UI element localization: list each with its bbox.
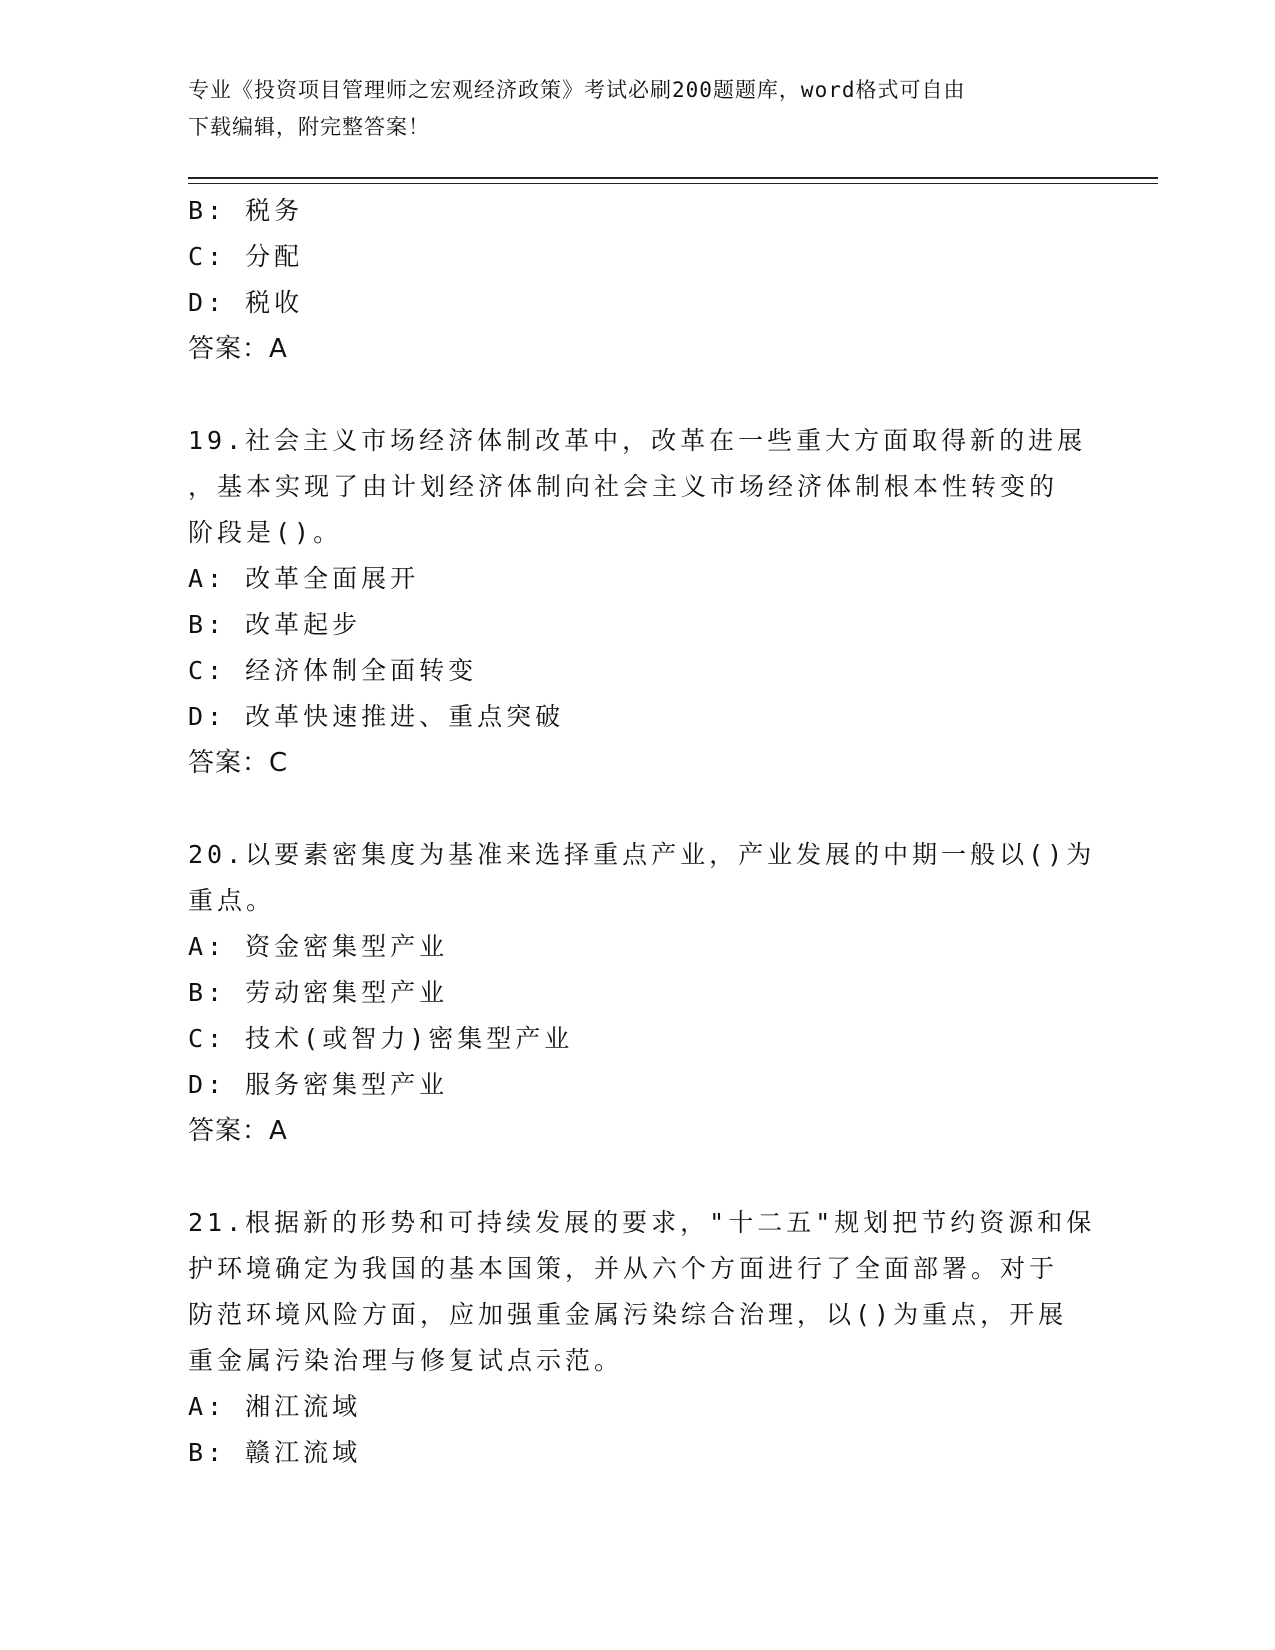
- header-divider: [188, 177, 1158, 179]
- question-stem-line: ，基本实现了由计划经济体制向社会主义市场经济体制根本性转变的: [188, 472, 1059, 501]
- question-20: [188, 832, 1096, 1154]
- option-d: D: 服务密集型产业: [188, 1070, 449, 1099]
- option-b: B: 劳动密集型产业: [188, 978, 449, 1007]
- spacer: [188, 372, 1088, 418]
- question-list: [188, 188, 1096, 1476]
- option-c: C: 经济体制全面转变: [188, 656, 478, 685]
- option-a: A: 资金密集型产业: [188, 932, 449, 961]
- answer: 答案：C: [188, 748, 289, 778]
- header-note: [188, 72, 1088, 146]
- header-divider-secondary: [188, 183, 1158, 184]
- header-note-line-2: 下载编辑，附完整答案！: [188, 115, 430, 139]
- option-b: B: 改革起步: [188, 610, 362, 639]
- option-b: B: 赣江流域: [188, 1438, 362, 1467]
- option-c: C: 分配: [188, 242, 304, 271]
- question-stem-line: 21.根据新的形势和可持续发展的要求，"十二五"规划把节约资源和保: [188, 1208, 1096, 1237]
- option-a: A: 改革全面展开: [188, 564, 420, 593]
- question-18: [188, 188, 1088, 372]
- spacer: [188, 786, 1088, 832]
- answer: 答案：A: [188, 334, 288, 364]
- answer: 答案：A: [188, 1116, 288, 1146]
- question-stem-line: 护环境确定为我国的基本国策，并从六个方面进行了全面部署。对于: [188, 1254, 1059, 1283]
- question-stem-line: 阶段是()。: [188, 518, 343, 547]
- question-stem-line: 防范环境风险方面，应加强重金属污染综合治理，以()为重点，开展: [188, 1300, 1068, 1329]
- question-stem-line: 重金属污染治理与修复试点示范。: [188, 1346, 624, 1375]
- option-b: B: 税务: [188, 196, 304, 225]
- question-stem-line: 19.社会主义市场经济体制改革中，改革在一些重大方面取得新的进展: [188, 426, 1087, 455]
- question-19: [188, 418, 1088, 786]
- option-d: D: 改革快速推进、重点突破: [188, 702, 565, 731]
- spacer: [188, 1154, 1088, 1200]
- option-c: C: 技术(或智力)密集型产业: [188, 1024, 574, 1053]
- option-d: D: 税收: [188, 288, 304, 317]
- question-stem-line: 20.以要素密集度为基准来选择重点产业，产业发展的中期一般以()为: [188, 840, 1096, 869]
- question-21: [188, 1200, 1096, 1476]
- header-note-line-1: 专业《投资项目管理师之宏观经济政策》考试必刷200题题库，word格式可自由: [188, 78, 966, 102]
- option-a: A: 湘江流域: [188, 1392, 362, 1421]
- question-stem-line: 重点。: [188, 886, 276, 915]
